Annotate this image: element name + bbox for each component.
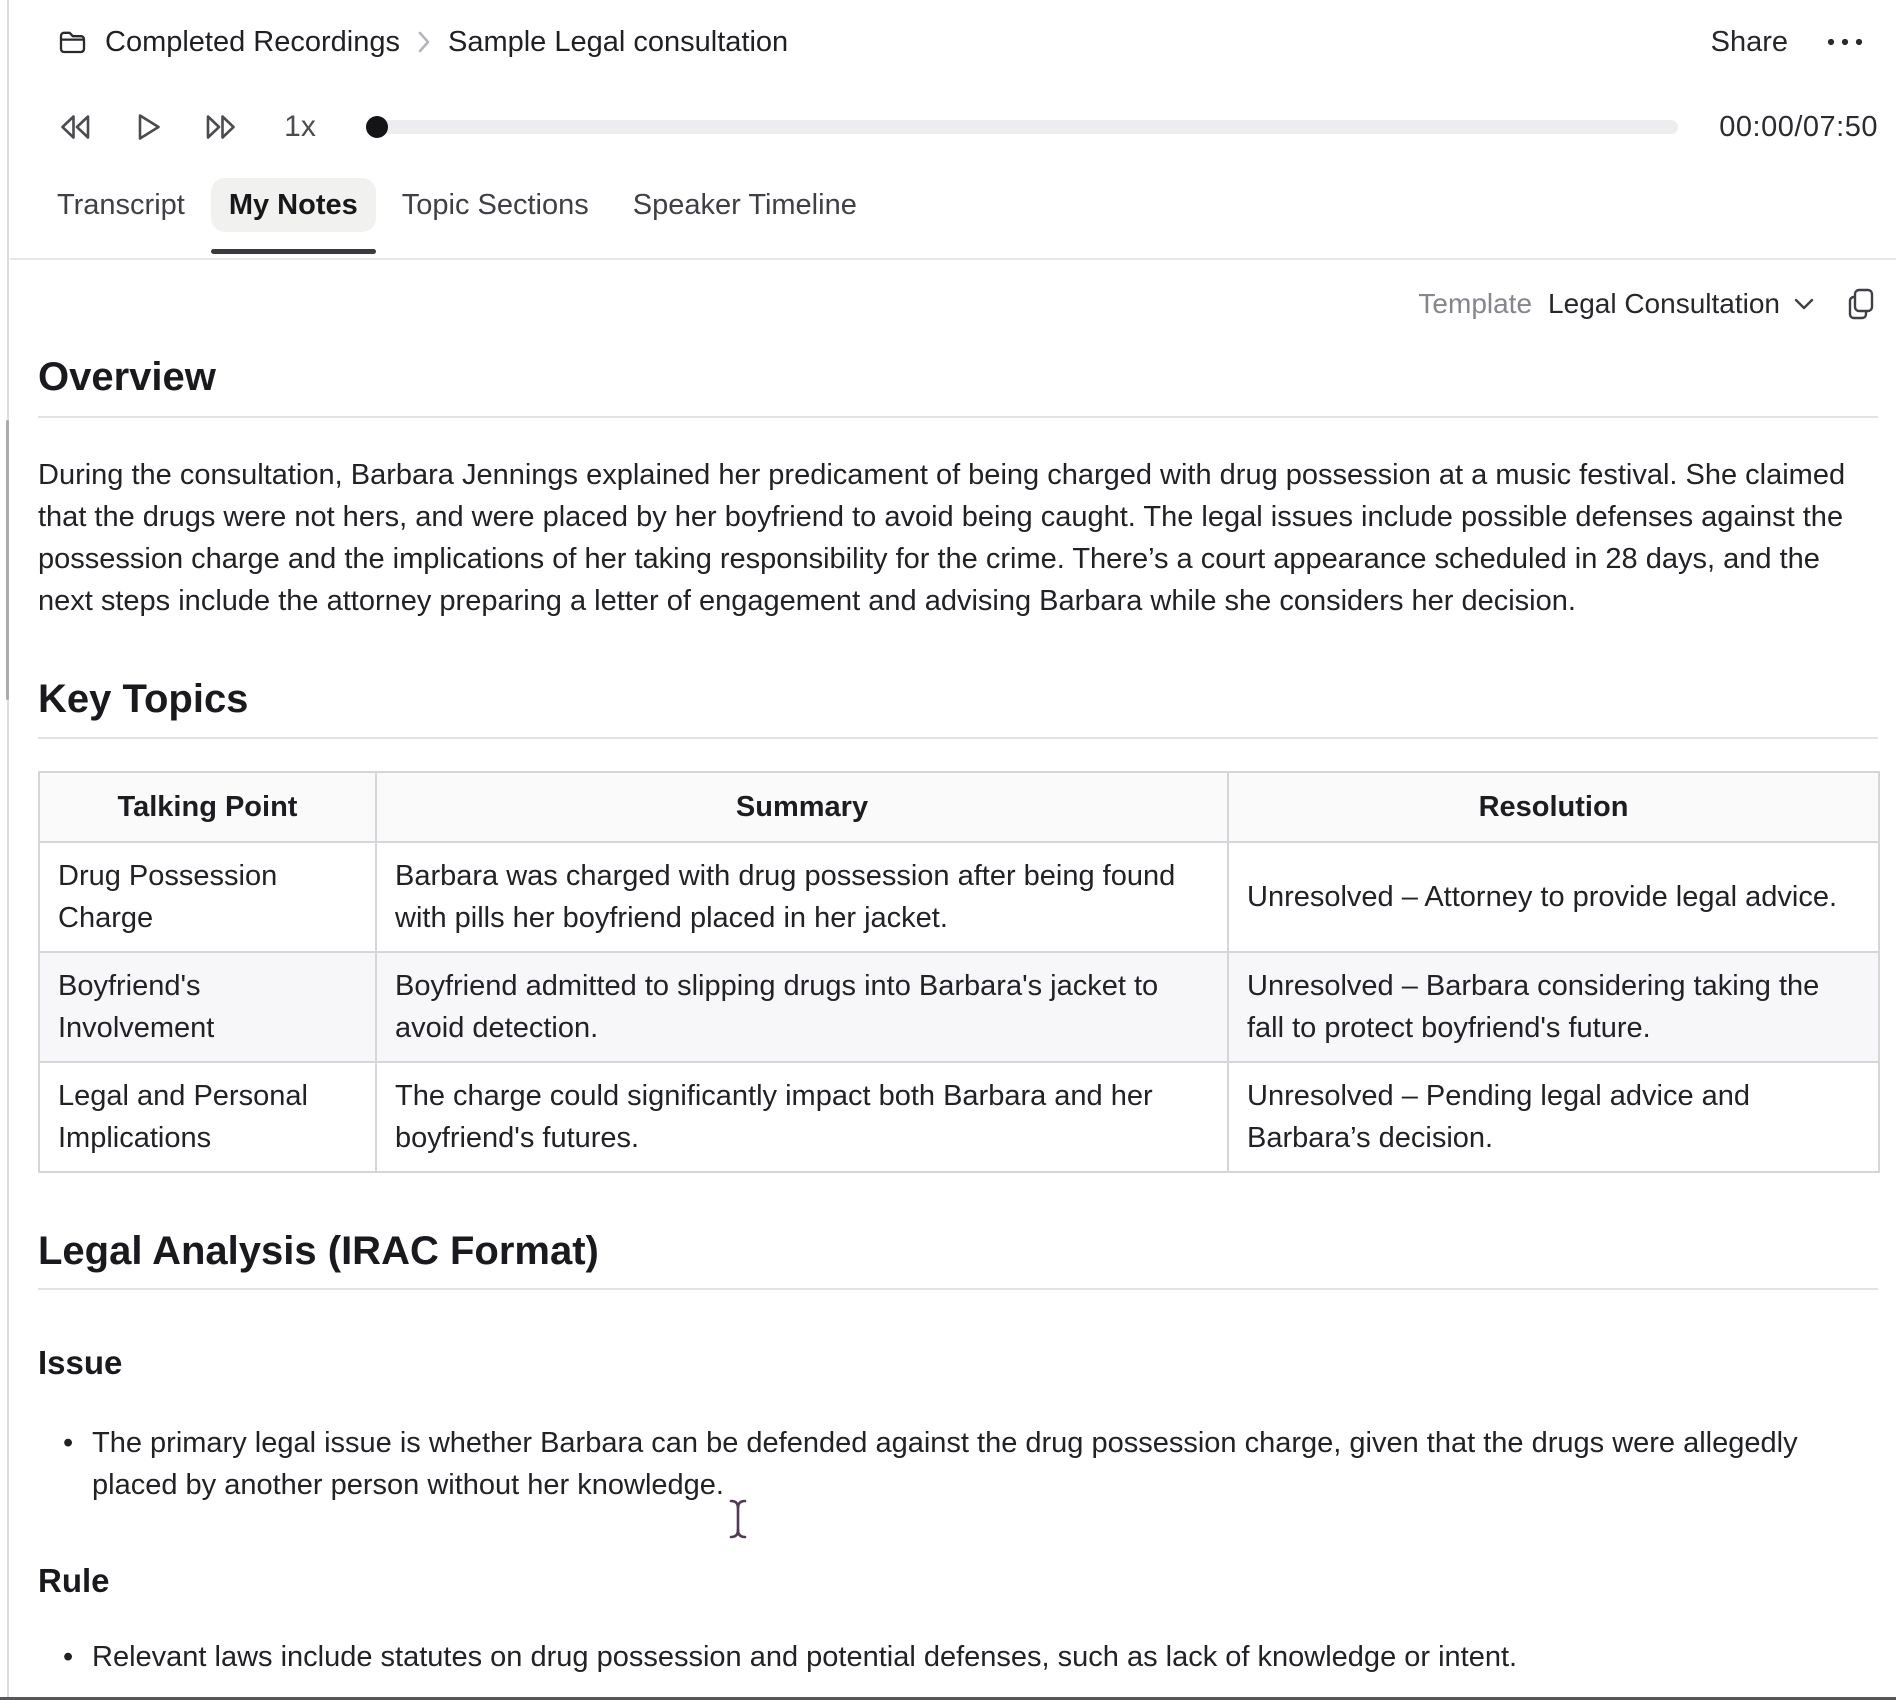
tab-bar-divider bbox=[10, 258, 1896, 260]
breadcrumb bbox=[57, 26, 788, 59]
overview-paragraph: During the consultation, Barbara Jennings explained her predicament of being charged with drug possession at a music festival. She claimed that the drugs were not hers, and were placed by her boyfriend to avoid being caught. The legal issues include possible defenses against the possession charge and the implications of her taking responsibility for the crime. There’s a court appearance scheduled in 28 days, and the next steps include the attorney preparing a letter of engagement and advising Barbara while she considers her decision. bbox=[38, 459, 1846, 617]
col-header-talking-point: Talking Point bbox=[39, 772, 376, 842]
rule-bullet bbox=[38, 1636, 1878, 1678]
tab-transcript[interactable]: Transcript bbox=[57, 189, 185, 221]
cell-talking-point: Drug Possession Charge bbox=[39, 842, 376, 952]
share-button[interactable]: Share bbox=[1710, 25, 1788, 58]
issue-bullet-text: The primary legal issue is whether Barbara can be defended against the drug possession charge, given that the drugs were allegedly placed by another person without her knowledge. bbox=[92, 1427, 1798, 1501]
rule-bullet-text: Relevant laws include statutes on drug possession and potential defenses, such as lack of knowledge or intent. bbox=[92, 1641, 1518, 1673]
issue-bullet bbox=[38, 1422, 1878, 1506]
table-header-row bbox=[39, 772, 1879, 842]
play-icon[interactable] bbox=[130, 110, 166, 144]
cell-summary: The charge could significantly impact both Barbara and her boyfriend's futures. bbox=[376, 1062, 1228, 1172]
table-row bbox=[39, 1062, 1879, 1172]
table-row bbox=[39, 952, 1879, 1062]
template-bar bbox=[38, 286, 1878, 322]
template-label: Template bbox=[1418, 288, 1533, 319]
breadcrumb-current: Sample Legal consultation bbox=[447, 25, 789, 58]
progress-knob[interactable] bbox=[366, 116, 388, 138]
overview-heading: Overview bbox=[38, 355, 216, 399]
cell-summary: Barbara was charged with drug possession after being found with pills her boyfriend placed in her jacket. bbox=[376, 842, 1228, 952]
folder-icon bbox=[57, 27, 88, 58]
col-header-summary: Summary bbox=[376, 772, 1228, 842]
issue-heading: Issue bbox=[38, 1344, 123, 1381]
col-header-resolution: Resolution bbox=[1228, 772, 1879, 842]
key-topics-table bbox=[38, 771, 1880, 1173]
bullet-icon: • bbox=[63, 1427, 74, 1459]
table-row bbox=[39, 842, 1879, 952]
cell-resolution: Unresolved – Attorney to provide legal advice. bbox=[1228, 842, 1879, 952]
cell-summary: Boyfriend admitted to slipping drugs into Barbara's jacket to avoid detection. bbox=[376, 952, 1228, 1062]
tab-my-notes[interactable]: My Notes bbox=[211, 178, 376, 232]
bullet-icon: • bbox=[63, 1641, 74, 1673]
playback-speed-button[interactable]: 1x bbox=[284, 110, 316, 143]
rewind-icon[interactable] bbox=[57, 110, 93, 144]
audio-player bbox=[38, 105, 1878, 149]
section-divider bbox=[38, 416, 1878, 418]
fast-forward-icon[interactable] bbox=[203, 110, 239, 144]
cell-talking-point: Boyfriend's Involvement bbox=[39, 952, 376, 1062]
tab-topic-sections[interactable]: Topic Sections bbox=[401, 189, 589, 221]
tab-bar bbox=[39, 178, 1878, 232]
key-topics-heading: Key Topics bbox=[38, 677, 249, 721]
legal-analysis-heading: Legal Analysis (IRAC Format) bbox=[38, 1229, 599, 1273]
time-display: 00:00/07:50 bbox=[1719, 110, 1878, 143]
section-divider bbox=[38, 737, 1878, 739]
copy-icon[interactable] bbox=[1844, 286, 1878, 322]
tab-speaker-timeline[interactable]: Speaker Timeline bbox=[632, 189, 857, 221]
progress-track[interactable] bbox=[368, 120, 1678, 134]
cell-resolution: Unresolved – Pending legal advice and Barbara’s decision. bbox=[1228, 1062, 1879, 1172]
rule-heading: Rule bbox=[38, 1562, 110, 1599]
cell-resolution: Unresolved – Barbara considering taking the fall to protect boyfriend's future. bbox=[1228, 952, 1879, 1062]
progress-bar[interactable] bbox=[368, 116, 1678, 138]
text-cursor-icon bbox=[727, 1497, 749, 1546]
more-options-icon[interactable] bbox=[1822, 27, 1868, 57]
template-dropdown[interactable]: Legal Consultation bbox=[1548, 288, 1816, 320]
breadcrumb-folder[interactable]: Completed Recordings bbox=[105, 25, 400, 58]
chevron-right-icon bbox=[416, 29, 432, 55]
cell-talking-point: Legal and Personal Implications bbox=[39, 1062, 376, 1172]
section-divider bbox=[38, 1288, 1878, 1290]
chevron-down-icon bbox=[1792, 296, 1816, 312]
top-bar bbox=[38, 0, 1878, 64]
